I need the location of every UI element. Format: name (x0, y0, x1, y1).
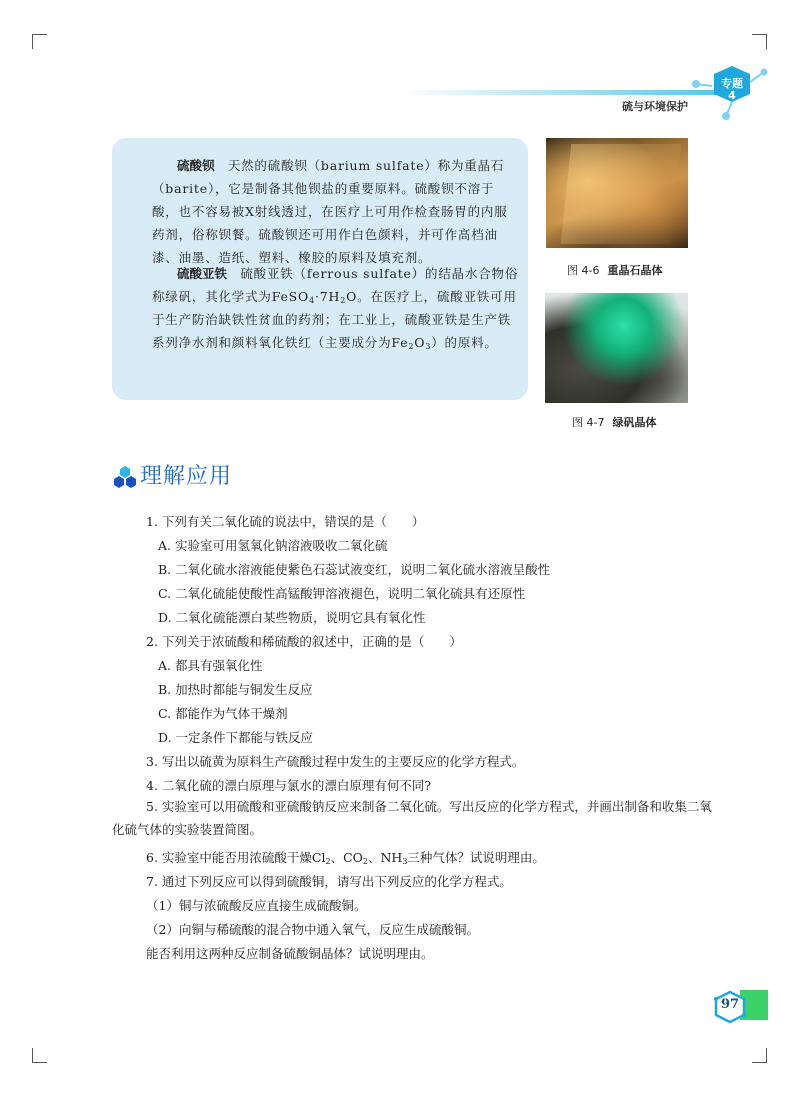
crop-mark-top-left (32, 34, 47, 49)
question-6-text-d: 三种气体？试说明理由。 (407, 850, 545, 865)
question-2-option-d: D. 一定条件下都能与铁反应 (158, 730, 314, 745)
page-number: 97 (720, 997, 740, 1012)
ferrous-sub-c: 2 (408, 342, 415, 351)
ferrous-text-d: O (414, 335, 426, 350)
ferrous-text-b: ·7H (315, 289, 341, 304)
question-6-text-c: 、NH (367, 850, 403, 865)
section-cubes-icon (112, 464, 138, 490)
question-6-sub-3: 3 (402, 857, 408, 866)
barium-sulfate-text: 天然的硫酸钡（barium sulfate）称为重晶石（barite），它是制备其他钡盐的重要原料。硫酸钡不溶于酸，也不容易被X射线透过，在医疗上可用作检查肠胃的内服药剂，俗称钡餐。硫酸钡还可用作白色颜料，并可作高档油漆、油墨、造纸、塑料、橡胶的原料及填充剂。 (152, 158, 508, 265)
question-7-part-2: （2）向铜与稀硫酸的混合物中通入氧气，反应生成硫酸铜。 (146, 922, 479, 937)
crop-mark-top-right (752, 34, 767, 49)
question-1-option-d: D. 二氧化硫能漂白某些物质，说明它具有氧化性 (158, 610, 426, 625)
header-rule (400, 90, 720, 95)
question-2: 2. 下列关于浓硫酸和稀硫酸的叙述中，正确的是（ ） (146, 634, 462, 649)
figure-4-6-caption (567, 262, 662, 278)
topic-badge-word: 专题 (721, 77, 743, 90)
ferrous-sub-d: 3 (425, 342, 432, 351)
ferrous-sub-a: 4 (309, 296, 315, 305)
figure-4-7-number: 图 4-7 (572, 416, 605, 429)
question-1: 1. 下列有关二氧化硫的说法中，错误的是（ ） (146, 514, 425, 529)
question-6-text-b: 、CO (330, 850, 363, 865)
section-title: 理解应用 (140, 464, 233, 489)
barium-sulfate-paragraph (152, 154, 520, 269)
topic-badge-number: 4 (728, 89, 736, 102)
question-6 (146, 848, 545, 866)
question-1-option-b: B. 二氧化硫水溶液能使紫色石蕊试液变红，说明二氧化硫水溶液呈酸性 (158, 562, 551, 577)
ferrous-text-a: 硫酸亚铁（ferrous sulfate）的结晶水合物俗称绿矾，其化学式为FeSO (152, 266, 519, 304)
question-7: 7. 通过下列反应可以得到硫酸铜，请写出下列反应的化学方程式。 (146, 874, 512, 889)
question-3: 3. 写出以硫黄为原料生产硫酸过程中发生的主要反应的化学方程式。 (146, 754, 525, 769)
crop-mark-bottom-left (32, 1048, 47, 1063)
question-6-text-a: 6. 实验室中能否用浓硫酸干燥Cl (146, 850, 326, 865)
question-1-option-a: A. 实验室可用氢氧化钠溶液吸收二氧化硫 (158, 538, 388, 553)
info-sidebar-box (112, 138, 528, 400)
ferrous-text-e: ）的原料。 (431, 335, 498, 350)
ferrous-sub-b: 2 (340, 296, 347, 305)
barium-sulfate-term: 硫酸钡 (177, 158, 215, 173)
question-4: 4. 二氧化硫的漂白原理与氯水的漂白原理有何不同? (146, 778, 432, 793)
question-6-sub-1: 2 (325, 857, 331, 866)
figure-4-7-caption (572, 414, 656, 430)
ferrous-sulfate-paragraph (152, 262, 520, 354)
ferrous-text-c: O。在医疗上，硫酸亚铁可用于生产防治缺铁性贫血的药剂；在工业上，硫酸亚铁是生产铁系列净水剂和颜料氧化铁红（主要成分为Fe (152, 289, 517, 350)
question-2-option-a: A. 都具有强氧化性 (158, 658, 263, 673)
topic-badge-label (712, 78, 752, 102)
question-2-option-b: B. 加热时都能与铜发生反应 (158, 682, 313, 697)
question-6-sub-2: 2 (362, 857, 368, 866)
question-7-followup: 能否利用这两种反应制备硫酸铜晶体？试说明理由。 (146, 946, 434, 961)
figure-4-7-title: 绿矾晶体 (612, 416, 657, 429)
crop-mark-bottom-right (752, 1048, 767, 1063)
question-1-option-c: C. 二氧化硫能使酸性高锰酸钾溶液褪色，说明二氧化硫具有还原性 (158, 586, 526, 601)
melanterite-crystal-photo (545, 293, 688, 403)
barite-crystal-photo (546, 138, 688, 248)
ferrous-sulfate-term: 硫酸亚铁 (177, 266, 228, 281)
question-7-part-1: （1）铜与浓硫酸反应直接生成硫酸铜。 (146, 898, 367, 913)
figure-4-6-number: 图 4-6 (567, 264, 600, 277)
question-5: 5. 实验室可以用硫酸和亚硫酸钠反应来制备二氧化硫。写出反应的化学方程式，并画出制备和收集二氧化硫气体的实验装置简图。 (112, 799, 712, 837)
figure-4-6-title: 重晶石晶体 (607, 264, 663, 277)
question-2-option-c: C. 都能作为气体干燥剂 (158, 706, 288, 721)
running-header-title: 硫与环境保护 (622, 100, 688, 113)
